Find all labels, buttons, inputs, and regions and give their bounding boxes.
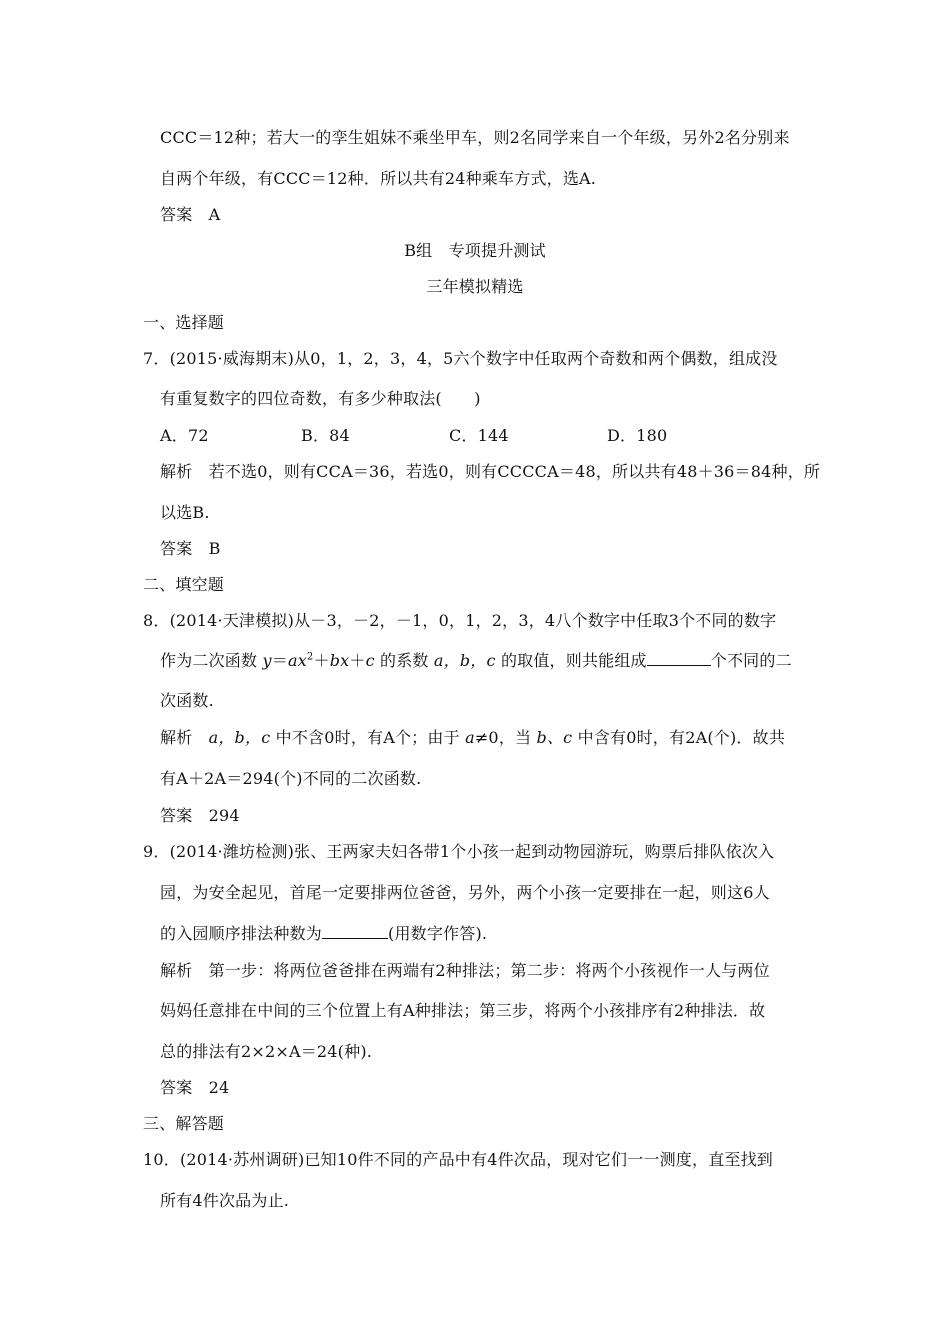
question-10-line: 所有4件次品为止. (160, 1191, 290, 1210)
option-d: D．180 (607, 426, 668, 445)
question-8-line: 作为二次函数 $y=ax^2+bx+c$ 的系数 a，b，c 的取值，则共能组成 个不同的二 (160, 651, 792, 670)
question-9-line: 的入园顺序排法种数为 (用数字作答). (160, 924, 488, 943)
solution-line: 解析 第一步：将两位爸爸排在两端有2种排法；第二步：将两个小孩视作一人与两位 (160, 961, 770, 980)
solution-line: 妈妈任意排在中间的三个位置上有A种排法；第三步，将两个小孩排序有2种排法．故 (160, 1001, 766, 1020)
option-a: A．72 (160, 426, 209, 445)
text-line: 自两个年级，有CCC＝12种．所以共有24种乘车方式，选A. (160, 169, 597, 188)
question-7-line: 7．(2015·威海期末)从0，1，2，3，4，5六个数字中任取两个奇数和两个偶数，组成没 (143, 349, 778, 368)
question-9-line: 园，为安全起见，首尾一定要排两位爸爸，另外，两个小孩一定要排在一起，则这6人 (160, 883, 770, 902)
answer-blank (322, 924, 388, 939)
question-10-line: 10．(2014·苏州调研)已知10件不同的产品中有4件次品，现对它们一一测度，直至找到 (143, 1150, 773, 1169)
text-line: CCC＝12种；若大一的孪生姐妹不乘坐甲车，则2名同学来自一个年级，另外2名分别来 (160, 128, 790, 147)
answer-blank (647, 651, 711, 666)
section-heading: B组 专项提升测试 (404, 241, 546, 260)
answer-line: 答案 294 (160, 806, 240, 825)
answer-line: 答案 A (160, 205, 221, 224)
section-title: 二、填空题 (143, 575, 225, 594)
solution-line: 以选B. (160, 503, 210, 522)
answer-line: 答案 B (160, 539, 221, 558)
solution-line: 有A＋2A＝294(个)不同的二次函数. (160, 769, 422, 788)
question-8-line: 8．(2014·天津模拟)从－3，－2，－1，0，1，2，3，4八个数字中任取3个不同的数字 (143, 611, 777, 630)
question-9-line: 9．(2014·潍坊检测)张、王两家夫妇各带1个小孩一起到动物园游玩，购票后排队依次入 (143, 842, 775, 861)
solution-line: 总的排法有2×2×A＝24(种). (160, 1042, 373, 1061)
section-subheading: 三年模拟精选 (426, 277, 524, 296)
answer-line: 答案 24 (160, 1078, 230, 1097)
option-b: B．84 (301, 426, 350, 445)
question-7-line: 有重复数字的四位奇数，有多少种取法( ) (160, 389, 481, 408)
solution-line: 解析 a，b，c 中不含0时，有A个；由于 a≠0，当 b、c 中含有0时，有2A(个)．故共 (160, 728, 786, 747)
option-c: C．144 (449, 426, 509, 445)
solution-line: 解析 若不选0，则有CCA＝36，若选0，则有CCCCA＝48，所以共有48＋36＝84种，所 (160, 462, 821, 481)
question-8-line: 次函数. (160, 691, 214, 710)
section-title: 三、解答题 (143, 1114, 225, 1133)
section-title: 一、选择题 (143, 313, 225, 332)
